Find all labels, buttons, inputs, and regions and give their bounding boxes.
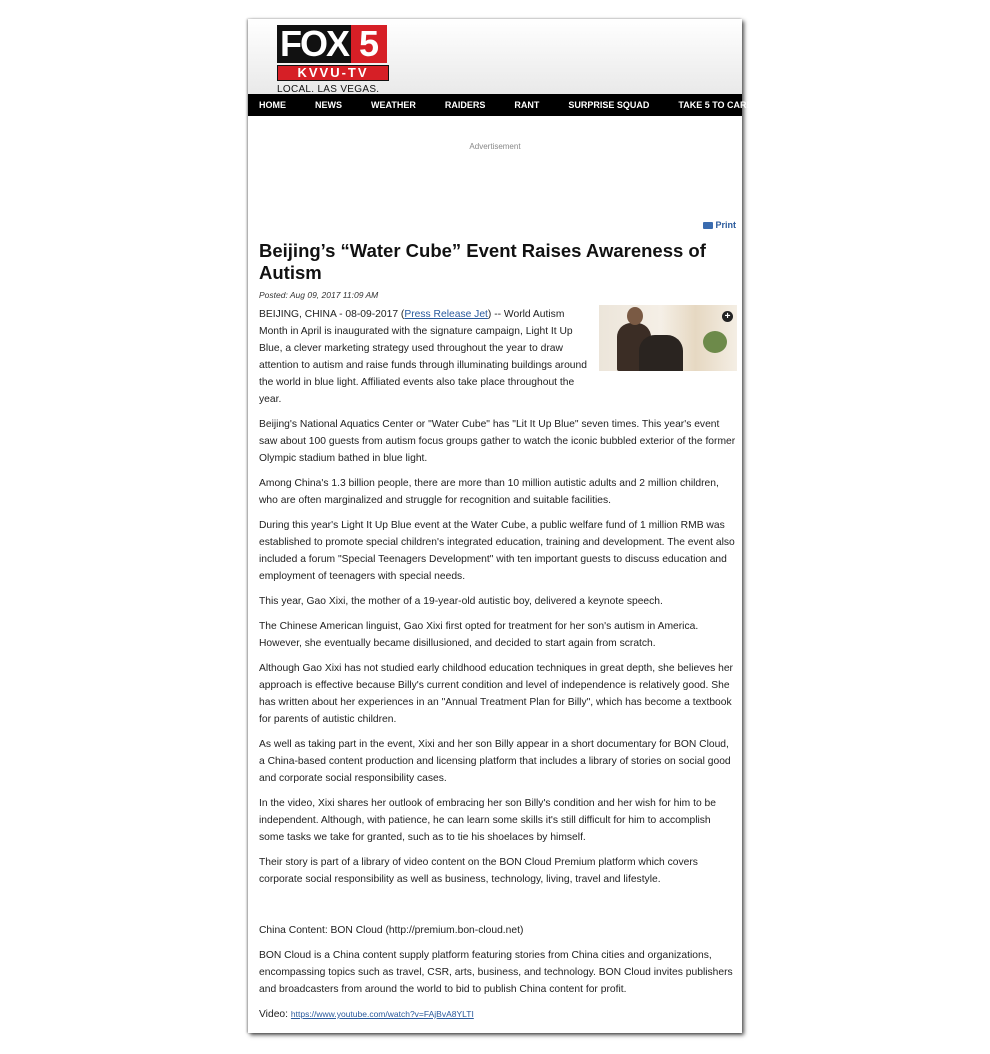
zoom-plus-icon[interactable]: + (722, 311, 733, 322)
nav-item-news[interactable]: NEWS (315, 100, 342, 110)
footer-paragraph: China Content: BON Cloud (http://premium.bon-cloud.net) (259, 925, 524, 936)
nav-item-raiders[interactable]: RAIDERS (444, 100, 486, 110)
paragraph: Beijing's National Aquatics Center or "Water Cube" has "Lit It Up Blue" seven times. This year's event saw about 100 guests from autism focus groups gather to watch the iconic bubbled exterior of the former Olympic stadium bathed in blue light. (259, 419, 736, 464)
article-photo[interactable] (599, 305, 737, 371)
site-header (248, 19, 742, 94)
posted-date: Posted: Aug 09, 2017 11:09 AM (259, 290, 379, 300)
video-label: Video: (259, 1009, 289, 1020)
logo-mark (277, 25, 389, 63)
article-lead (259, 306, 737, 408)
photo-plant (703, 331, 727, 353)
station-logo[interactable] (277, 25, 389, 95)
paragraph: During this year's Light It Up Blue event at the Water Cube, a public welfare fund of 1 million RMB was established to promote special children's integrated education, training and development. The event also included a forum "Special Teenagers Development" with ten important guests to discuss education and employment of teenagers with special needs. (259, 520, 735, 582)
paragraph: As well as taking part in the event, Xixi and her son Billy appear in a short documentary for BON Cloud, a China-based content production and licensing platform that includes a library of stories on social good and corporate social responsibility cases. (259, 739, 731, 784)
advertisement-label: Advertisement (469, 142, 521, 151)
nav-item-home[interactable]: HOME (259, 100, 286, 110)
logo-callsign: KVVU-TV (277, 65, 389, 81)
paragraph: The Chinese American linguist, Gao Xixi first opted for treatment for her son's autism in America. However, she eventually became disillusioned, and decided to start again from scratch. (259, 621, 699, 649)
article-body (259, 240, 737, 1023)
nav-item-surprise-squad[interactable]: SURPRISE SQUAD (568, 100, 650, 110)
video-line (259, 1006, 737, 1023)
video-link[interactable]: https://www.youtube.com/watch?v=FAjBvA8YLTI (290, 1009, 474, 1019)
print-label: Print (715, 220, 736, 230)
nav-item-take-5-to-care[interactable]: TAKE 5 TO CARE (678, 100, 753, 110)
logo-tagline: LOCAL. LAS VEGAS. (277, 84, 380, 95)
press-release-jet-link[interactable]: Press Release Jet (404, 309, 488, 320)
article-page (248, 19, 753, 1033)
photo-figure-son (639, 335, 683, 371)
paragraph: In the video, Xixi shares her outlook of embracing her son Billy's condition and her wish for him to be independent. Although, with patience, he can learn some skills it's still difficult for him to accomplish some tasks we take for granted, such as to tie his shoelaces by himself. (259, 798, 716, 843)
paragraph: Although Gao Xixi has not studied early childhood education techniques in great depth, she believes her approach is effective because Billy's current condition and level of independence is relatively good. She has written about her experiences in an "Annual Treatment Plan for Billy", which has become a textbook for parents of autistic children. (259, 663, 733, 725)
spacer (259, 896, 737, 922)
footer-paragraph: BON Cloud is a China content supply platform featuring stories from China cities and organizations, encompassing topics such as travel, CSR, arts, business, and technology. BON Cloud invites publishers and broadcasters from around the world to bid to publish China content for profit. (259, 950, 733, 995)
photo-figure-head (627, 307, 643, 325)
paragraph: Their story is part of a library of video content on the BON Cloud Premium platform which covers corporate social responsibility as well as business, technology, living, travel and lifestyle. (259, 857, 698, 885)
nav-item-weather[interactable]: WEATHER (371, 100, 416, 110)
nav-item-rant[interactable]: RANT (514, 100, 540, 110)
logo-fox-text: FOX (277, 25, 351, 63)
paragraph: Among China's 1.3 billion people, there are more than 10 million autistic adults and 2 million children, who are often marginalized and struggle for recognition and suitable facilities. (259, 478, 719, 506)
logo-five-text: 5 (351, 25, 387, 63)
article-title: Beijing’s “Water Cube” Event Raises Awareness of Autism (259, 240, 706, 283)
printer-icon (703, 222, 713, 229)
lead-prefix: BEIJING, CHINA - 08-09-2017 ( (259, 309, 405, 320)
paragraph: This year, Gao Xixi, the mother of a 19-year-old autistic boy, delivered a keynote speech. (259, 596, 663, 607)
lead-suffix: ) -- World Autism Month in April is inaugurated with the signature campaign, Light It Up Blue, a clever marketing strategy used throughout the year to draw attention to autism and raise funds through illuminating buildings around the world in blue light. Affiliated events also take place throughout the year. (259, 309, 587, 405)
print-button[interactable] (703, 220, 736, 230)
main-nav (248, 94, 753, 116)
